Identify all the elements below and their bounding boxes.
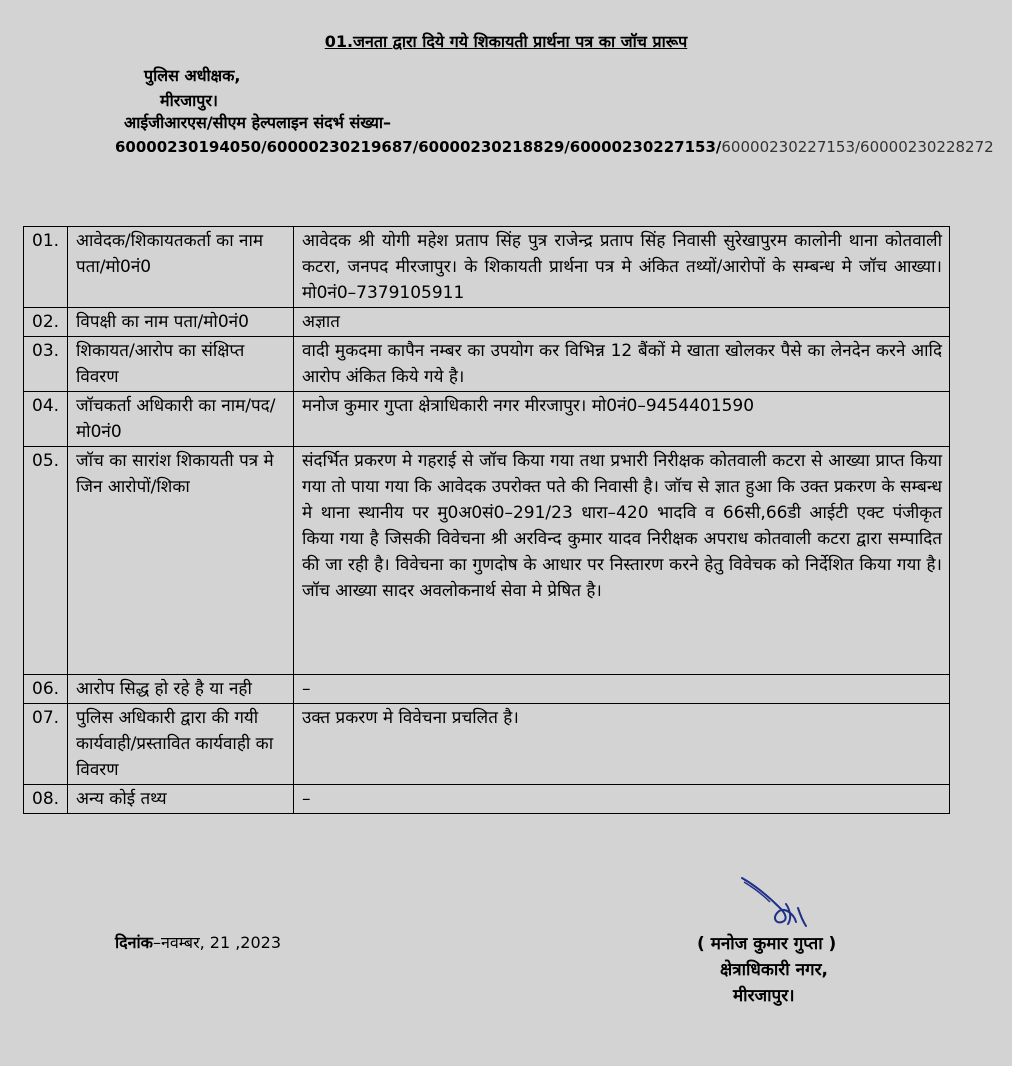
row-number: 08. — [24, 785, 68, 814]
table-row — [24, 675, 950, 704]
row-label: पुलिस अधिकारी द्वारा की गयी कार्यवाही/प्रस्तावित कार्यवाही का विवरण — [68, 704, 294, 785]
table-row — [24, 704, 950, 785]
reference-numbers-rest: 60000230227153/60000230228272 — [721, 138, 994, 156]
date-label: दिनांक — [115, 933, 153, 952]
row-number: 05. — [24, 447, 68, 675]
reference-numbers — [115, 136, 994, 158]
table-row — [24, 785, 950, 814]
row-label: शिकायत/आरोप का संक्षिप्त विवरण — [68, 337, 294, 392]
row-label: आरोप सिद्ध हो रहे है या नही — [68, 675, 294, 704]
date-line — [115, 931, 281, 953]
signatory-designation: क्षेत्राधिकारी नगर, — [720, 960, 828, 980]
recipient-line-1: पुलिस अधीक्षक, — [144, 66, 241, 85]
recipient-line-2: मीरजापुर। — [160, 91, 218, 110]
signatory-place: मीरजापुर। — [733, 986, 795, 1006]
table-row — [24, 337, 950, 392]
table-row — [24, 308, 950, 337]
row-label: अन्य कोई तथ्य — [68, 785, 294, 814]
row-label: विपक्षी का नाम पता/मो0नं0 — [68, 308, 294, 337]
row-number: 07. — [24, 704, 68, 785]
row-number: 01. — [24, 227, 68, 308]
signatory-name: ( मनोज कुमार गुप्ता ) — [697, 934, 837, 954]
row-label: आवेदक/शिकायतकर्ता का नाम पता/मो0नं0 — [68, 227, 294, 308]
row-number: 06. — [24, 675, 68, 704]
table-row — [24, 227, 950, 308]
row-label: जॉच का सारांश शिकायती पत्र मे जिन आरोपों/शिका — [68, 447, 294, 675]
row-number: 03. — [24, 337, 68, 392]
table-row — [24, 447, 950, 675]
date-value: –नवम्बर, 21 ,2023 — [152, 933, 282, 952]
table-row — [24, 392, 950, 447]
row-number: 04. — [24, 392, 68, 447]
row-value: – — [294, 675, 950, 704]
handwritten-signature — [736, 874, 816, 934]
row-value: संदर्भित प्रकरण मे गहराई से जॉच किया गया तथा प्रभारी निरीक्षक कोतवाली कटरा से आख्या प्राप्त किया गया तो पाया गया कि आवेदक उपरोक्त पते की निवासी है। जॉच से ज्ञात हुआ कि उक्त प्रकरण के सम्बन्ध मे थाना स्थानीय पर मु0अ0सं0–291/23 धारा–420 भादवि व 66सी,66डी आईटी एक्ट पंजीकृत किया गया है जिसकी विवेचना श्री अरविन्द कुमार यादव निरीक्षक अपराध कोतवाली कटरा द्वारा सम्पादित की जा रही है। विवेचना का गुणदोष के आधार पर निस्तारण करने हेतु विवेचक को निर्देशित किया गया है। जॉच आख्या सादर अवलोकनार्थ सेवा मे प्रेषित है। — [294, 447, 950, 675]
row-value: – — [294, 785, 950, 814]
inquiry-table — [23, 226, 950, 814]
row-value: उक्त प्रकरण मे विवेचना प्रचलित है। — [294, 704, 950, 785]
row-value: वादी मुकदमा कापैन नम्बर का उपयोग कर विभिन्न 12 बैंकों मे खाता खोलकर पैसे का लेनदेन करने आदि आरोप अंकित किये गये है। — [294, 337, 950, 392]
row-value: आवेदक श्री योगी महेश प्रताप सिंह पुत्र राजेन्द्र प्रताप सिंह निवासी सुरेखापुरम कालोनी थाना कोतवाली कटरा, जनपद मीरजापुर। के शिकायती प्रार्थना पत्र मे अंकित तथ्यों/आरोपों के सम्बन्ध मे जॉच आख्या। मो0नं0–7379105911 — [294, 227, 950, 308]
reference-numbers-bold: 60000230194050/60000230219687/60000230218829/60000230227153/ — [115, 138, 722, 156]
row-label: जॉचकर्ता अधिकारी का नाम/पद/मो0नं0 — [68, 392, 294, 447]
row-value: मनोज कुमार गुप्ता क्षेत्राधिकारी नगर मीरजापुर। मो0नं0–9454401590 — [294, 392, 950, 447]
document-heading: 01.जनता द्वारा दिये गये शिकायती प्रार्थना पत्र का जॉच प्रारूप — [324, 32, 688, 51]
row-number: 02. — [24, 308, 68, 337]
reference-label: आईजीआरएस/सीएम हेल्पलाइन संदर्भ संख्या– — [124, 113, 392, 132]
row-value: अज्ञात — [294, 308, 950, 337]
